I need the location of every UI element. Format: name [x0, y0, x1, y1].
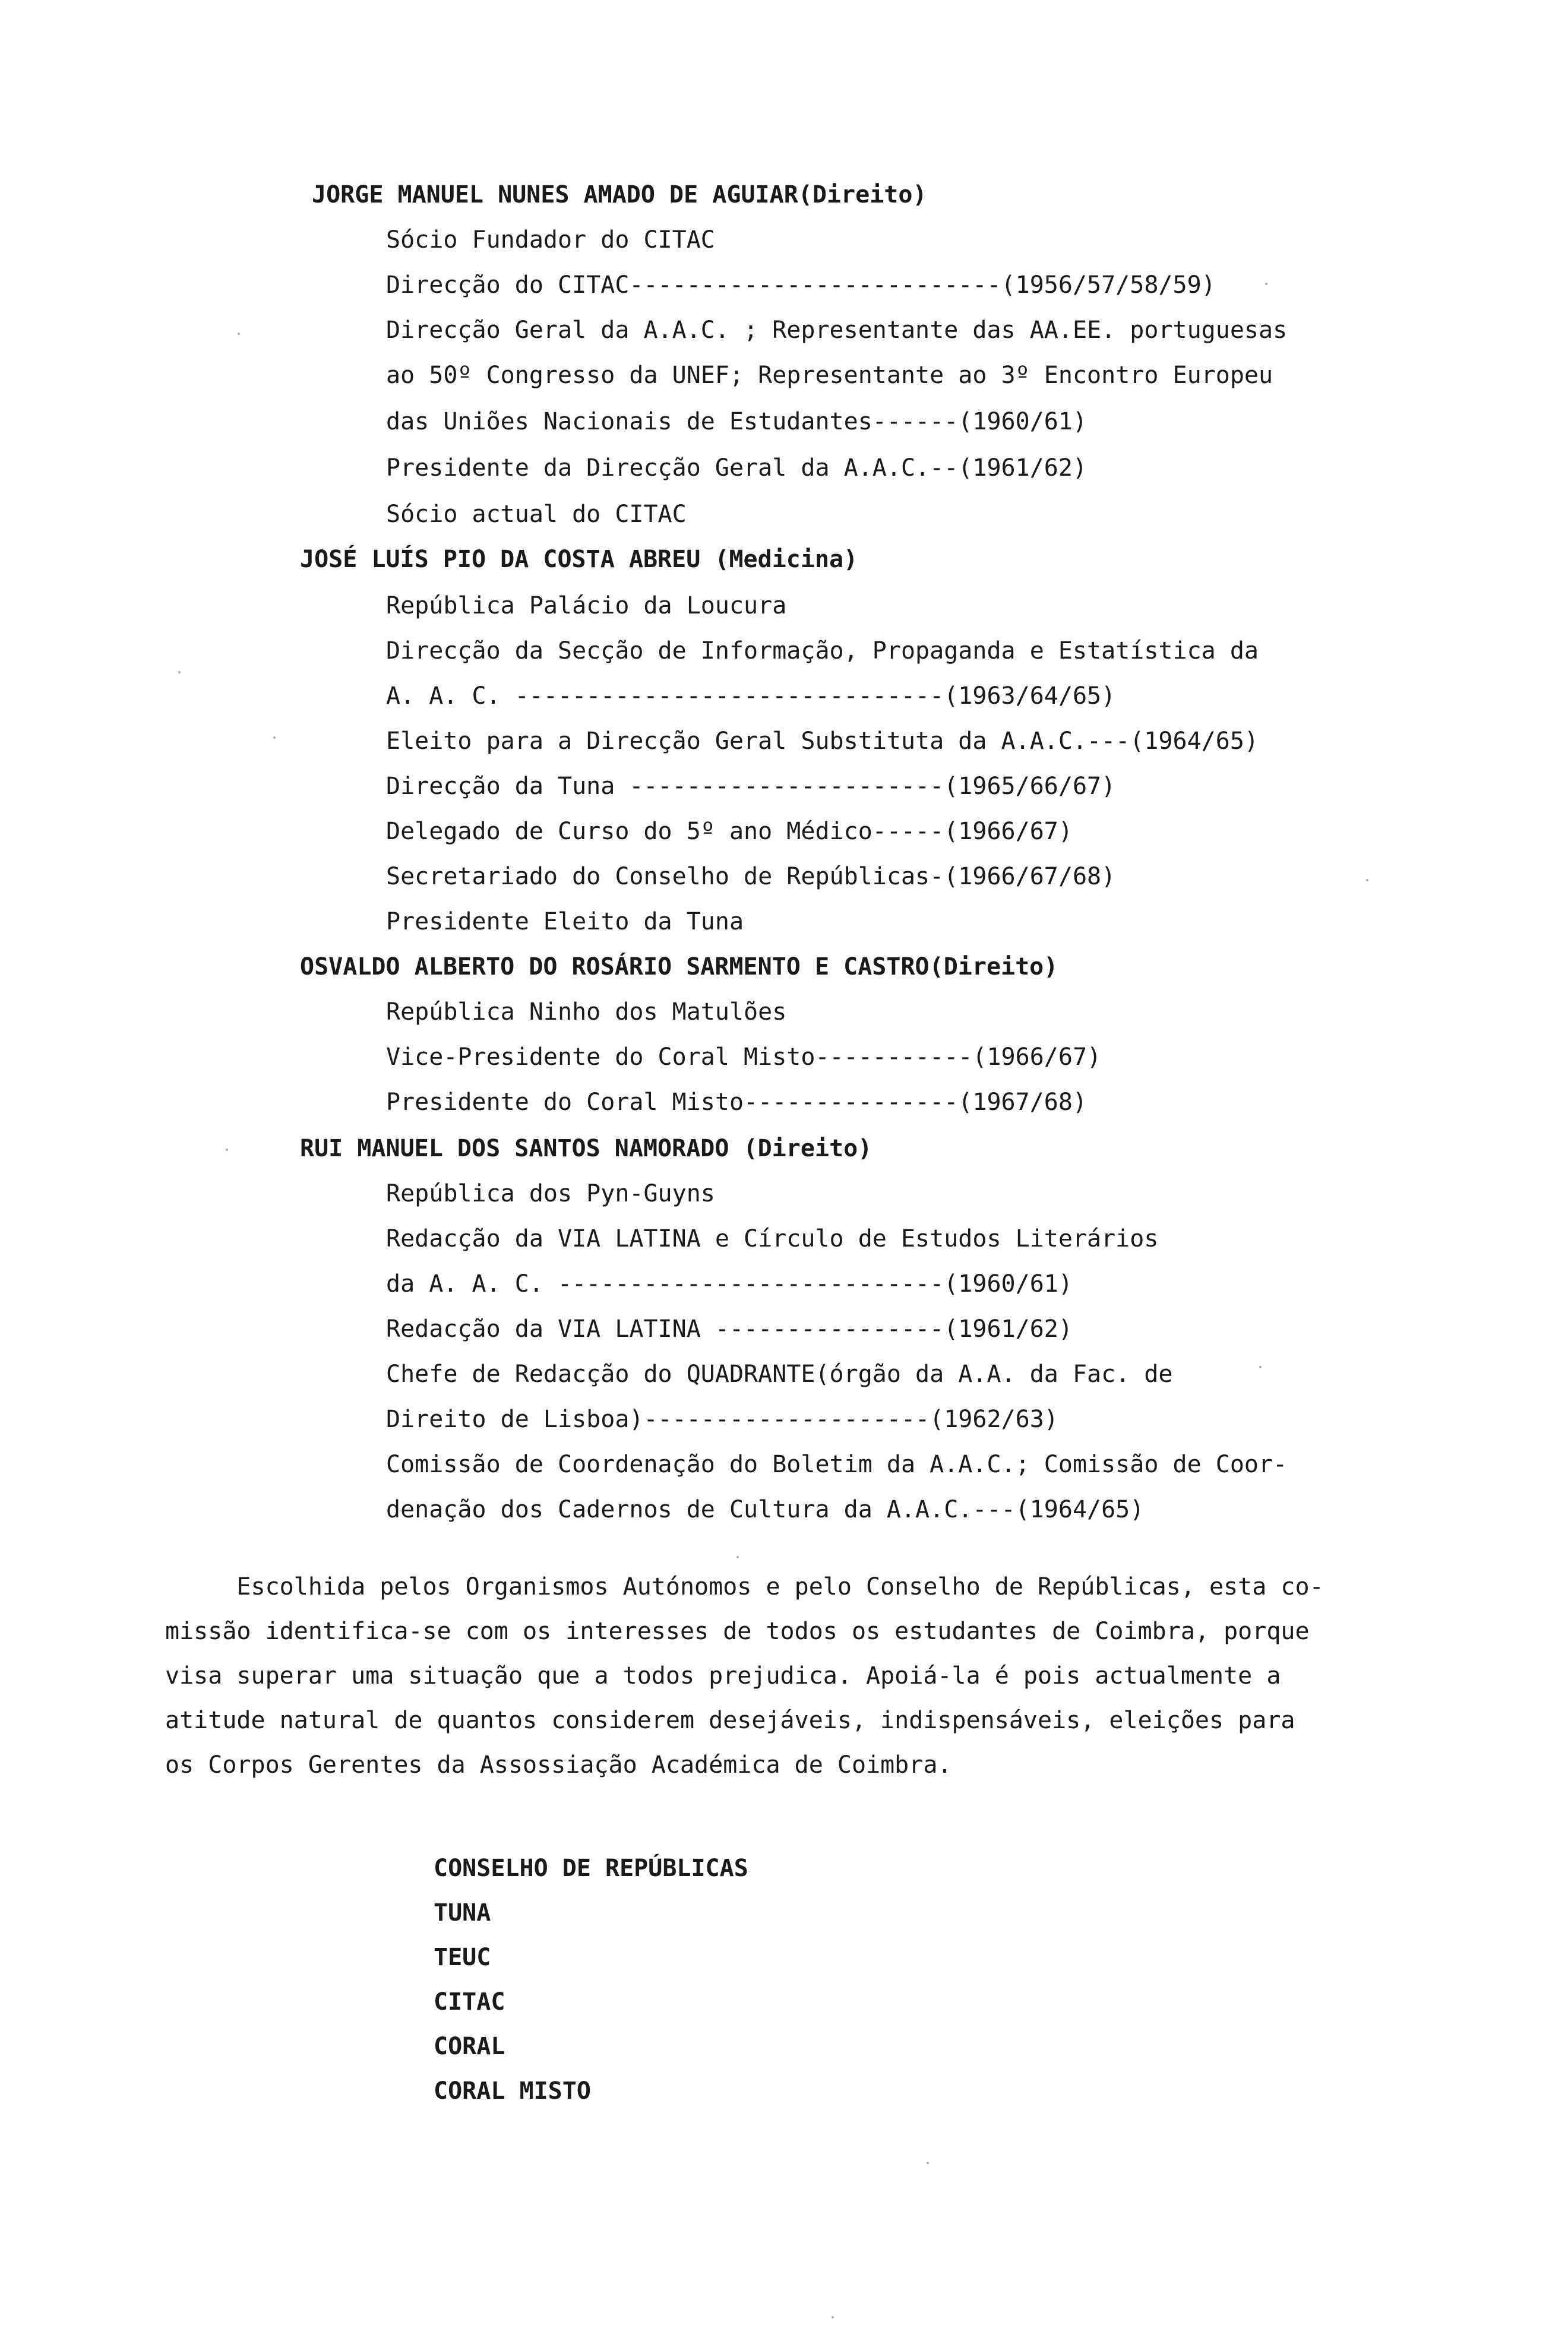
person-entry: Chefe de Redacção do QUADRANTE(órgão da A.A. da Fac. de — [386, 1361, 1173, 1388]
signatory: CORAL — [434, 2033, 505, 2060]
person-name: RUI MANUEL DOS SANTOS NAMORADO (Direito) — [300, 1135, 872, 1162]
person-entry: Eleito para a Direcção Geral Substituta da A.A.C.---(1964/65) — [386, 727, 1259, 755]
paragraph-line: visa superar uma situação que a todos prejudica. Apoiá-la é pois actualmente a — [165, 1662, 1281, 1690]
scan-speck — [226, 1149, 228, 1151]
signatory: CITAC — [434, 1988, 505, 2016]
person-entry: Comissão de Coordenação do Boletim da A.A.C.; Comissão de Coor- — [386, 1451, 1288, 1478]
person-name: JOSÉ LUÍS PIO DA COSTA ABREU (Medicina) — [300, 546, 858, 573]
person-entry: Redacção da VIA LATINA e Círculo de Estudos Literários — [386, 1225, 1159, 1252]
paragraph-line: Escolhida pelos Organismos Autónomos e pelo Conselho de Repúblicas, esta co- — [165, 1573, 1324, 1600]
person-name: OSVALDO ALBERTO DO ROSÁRIO SARMENTO E CASTRO(Direito) — [300, 953, 1058, 980]
scan-speck — [736, 1556, 739, 1558]
person-entry: Direito de Lisboa)--------------------(1962/63) — [386, 1406, 1058, 1433]
person-entry: Sócio actual do CITAC — [386, 501, 687, 528]
closing-paragraph — [165, 1575, 1389, 1798]
person-entry: Direcção Geral da A.A.C. ; Representante das AA.EE. portuguesas — [386, 317, 1288, 344]
person-entry: República dos Pyn-Guyns — [386, 1180, 715, 1207]
person-entry: das Uniões Nacionais de Estudantes------(1960/61) — [386, 408, 1088, 435]
scan-speck — [1265, 283, 1267, 285]
scan-speck — [1366, 879, 1368, 881]
person-entry: Redacção da VIA LATINA ----------------(1961/62) — [386, 1315, 1073, 1343]
person-entry: Delegado de Curso do 5º ano Médico-----(1966/67) — [386, 818, 1073, 845]
person-entry: Sócio Fundador do CITAC — [386, 226, 715, 254]
scan-speck — [832, 2316, 834, 2318]
signatory: CORAL MISTO — [434, 2077, 591, 2105]
scan-speck — [273, 736, 276, 739]
person-entry: Direcção da Tuna ----------------------(1965/66/67) — [386, 773, 1116, 800]
person-entry: Presidente do Coral Misto---------------(1967/68) — [386, 1089, 1088, 1116]
signatories-list — [434, 1856, 748, 2124]
person-entry: Presidente da Direcção Geral da A.A.C.--(1961/62) — [386, 454, 1088, 482]
paragraph-line: missão identifica-se com os interesses de todos os estudantes de Coimbra, porque — [165, 1618, 1310, 1645]
person-entry: República Ninho dos Matulões — [386, 998, 787, 1026]
person-entry: Secretariado do Conselho de Repúblicas-(1966/67/68) — [386, 863, 1116, 890]
scan-speck — [1259, 1366, 1262, 1368]
signatory: TEUC — [434, 1944, 491, 1971]
signatory: TUNA — [434, 1899, 491, 1927]
person-entry: denação dos Cadernos de Cultura da A.A.C.---(1964/65) — [386, 1496, 1145, 1523]
scan-speck — [238, 333, 240, 335]
paragraph-line: atitude natural de quantos considerem desejáveis, indispensáveis, eleições para — [165, 1707, 1295, 1734]
person-entry: A. A. C. ------------------------------(1963/64/65) — [386, 682, 1116, 710]
person-entry: Vice-Presidente do Coral Misto-----------(1966/67) — [386, 1043, 1102, 1071]
scan-speck — [927, 2162, 929, 2164]
person-entry: Direcção do CITAC--------------------------(1956/57/58/59) — [386, 271, 1216, 299]
person-entry: República Palácio da Loucura — [386, 592, 787, 619]
person-entry: da A. A. C. ---------------------------(1960/61) — [386, 1270, 1073, 1298]
scan-speck — [178, 671, 181, 673]
paragraph-line: os Corpos Gerentes da Assossiação Académica de Coimbra. — [165, 1751, 952, 1779]
person-name: JORGE MANUEL NUNES AMADO DE AGUIAR(Direito) — [312, 181, 927, 208]
person-entry: ao 50º Congresso da UNEF; Representante ao 3º Encontro Europeu — [386, 362, 1273, 389]
person-entry: Direcção da Secção de Informação, Propaganda e Estatística da — [386, 637, 1259, 665]
signatory: CONSELHO DE REPÚBLICAS — [434, 1855, 748, 1882]
person-entry: Presidente Eleito da Tuna — [386, 908, 744, 935]
